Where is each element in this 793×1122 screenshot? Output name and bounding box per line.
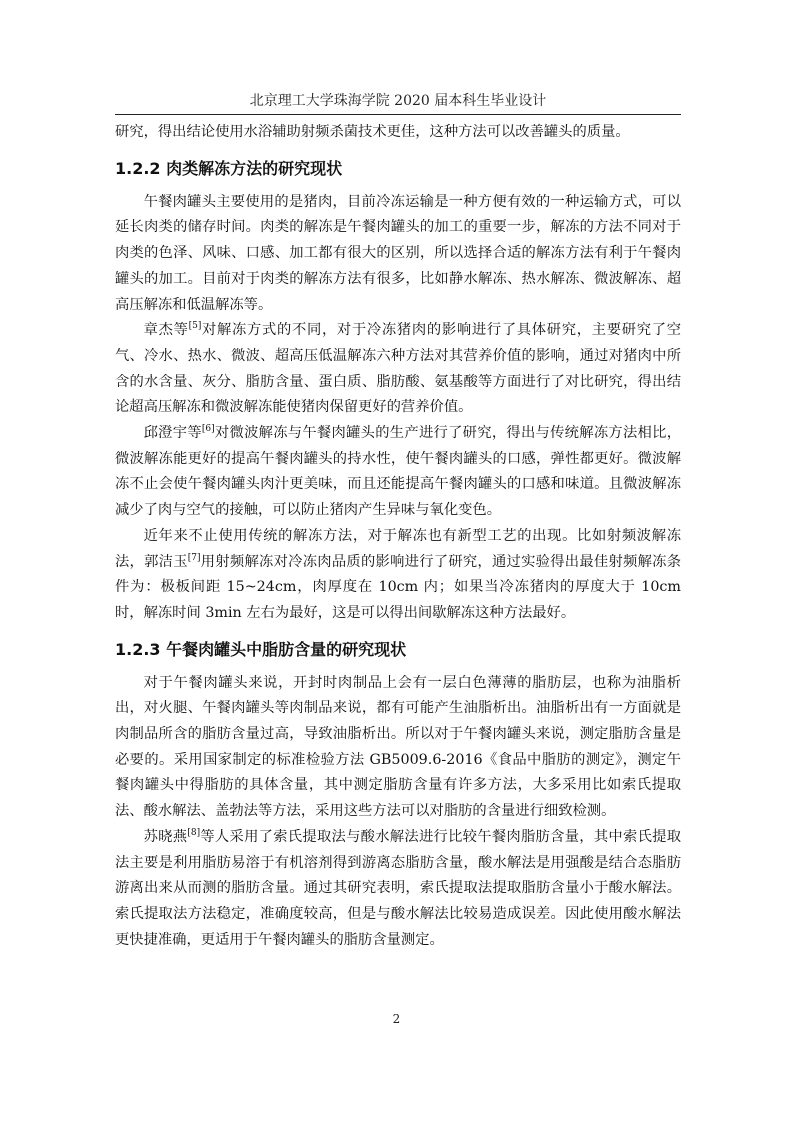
- citation-ref: [6]: [201, 424, 215, 435]
- paragraph-suxiaoyan: [115, 825, 681, 954]
- page-header: 北京理工大学珠海学院 2020 届本科生毕业设计: [249, 93, 547, 109]
- paragraph-text: 近年来不止使用传统的解冻方法，对于解冻也有新型工艺的出现。比如射频波解冻法，郭洁玉: [115, 527, 681, 570]
- document-body: [115, 120, 681, 953]
- paragraph-text: 用射频解冻对冷冻肉品质的影响进行了研究，通过实验得出最佳射频解冻条件为：极板间距 15~24cm，肉厚度在 10cm 内；如果当冷冻猪肉的厚度大于 10cm 时，解冻时间 3min 左右为最好，这是可以得出间歇解冻这种方法最好。: [115, 553, 681, 621]
- paragraph-text: 等人采用了索氏提取法与酸水解法进行比较午餐肉脂肪含量，其中索氏提取法主要是利用脂肪易溶于有机溶剂得到游离态脂肪含量，酸水解法是用强酸是结合态脂肪游离出来从而测的脂肪含量。通过其研究表明，索氏提取法提取脂肪含量小于酸水解法。索氏提取法方法稳定，准确度较高，但是与酸水解法比较易造成误差。因此使用酸水解法更快捷准确，更适用于午餐肉罐头的脂肪含量测定。: [115, 828, 682, 948]
- page-number: 2: [392, 1012, 401, 1026]
- paragraph-thawing-intro: 午餐肉罐头主要使用的是猪肉，目前冷冻运输是一种方便有效的一种运输方式，可以延长肉类的储存时间。肉类的解冻是午餐肉罐头的加工的重要一步，解冻的方法不同对于肉类的色泽、风味、口感、加工都有很大的区别，所以选择合适的解冻方法有利于午餐肉罐头的加工。目前对于肉类的解冻方法有很多，比如静水解冻、热水解冻、微波解冻、超高压解冻和低温解冻等。: [115, 193, 681, 313]
- paragraph-text: 邱澄宇等: [143, 425, 202, 442]
- section-heading-1-2-2: 1.2.2 肉类解冻方法的研究现状: [115, 158, 343, 178]
- paragraph-radiofrequency: [115, 524, 681, 627]
- paragraph-zhangjie: [115, 318, 681, 421]
- section-heading-1-2-3: 1.2.3 午餐肉罐头中脂肪含量的研究现状: [115, 639, 407, 659]
- header-divider: [115, 114, 681, 115]
- paragraph-continuation: 研究，得出结论使用水浴辅助射频杀菌技术更佳，这种方法可以改善罐头的质量。: [115, 124, 630, 140]
- paragraph-qiuchengyu: [115, 421, 681, 524]
- paragraph-text: 对解冻方式的不同，对于冷冻猪肉的影响进行了具体研究，主要研究了空气、冷水、热水、微波、超高压低温解冻六种方法对其营养价值的影响，通过对猪肉中所含的水含量、灰分、脂肪含量、蛋白质、脂肪酸、氨基酸等方面进行了对比研究，得出结论超高压解冻和微波解冻能使猪肉保留更好的营养价值。: [115, 322, 682, 416]
- citation-ref: [8]: [187, 828, 201, 839]
- paragraph-fat-content: 对于午餐肉罐头来说，开封时肉制品上会有一层白色薄薄的脂肪层，也称为油脂析出，对火腿、午餐肉罐头等肉制品来说，都有可能产生油脂析出。油脂析出有一方面就是肉制品所含的脂肪含量过高，导致油脂析出。所以对于午餐肉罐头来说，测定脂肪含量是必要的。采用国家制定的标准检验方法 GB5009.6-2016《食品中脂肪的测定》，测定午餐肉罐头中得脂肪的具体含量，其中测定脂肪含量有许多方法，大多采用比如索氏提取法、酸水解法、盖勃法等方法，采用这些方法可以对脂肪的含量进行细致检测。: [115, 674, 681, 820]
- paragraph-text: 对微波解冻与午餐肉罐头的生产进行了研究，得出与传统解冻方法相比，微波解冻能更好的提高午餐肉罐头的持水性，使午餐肉罐头的口感，弹性都更好。微波解冻不止会使午餐肉罐头肉汁更美味，而且还能提高午餐肉罐头的口感和味道。且微波解冻减少了肉与空气的接触，可以防止猪肉产生异味与氧化变色。: [115, 425, 681, 519]
- paragraph-text: 章杰等: [143, 322, 189, 339]
- paragraph-text: 苏晓燕: [143, 828, 188, 845]
- citation-ref: [5]: [188, 321, 202, 332]
- citation-ref: [7]: [187, 552, 201, 563]
